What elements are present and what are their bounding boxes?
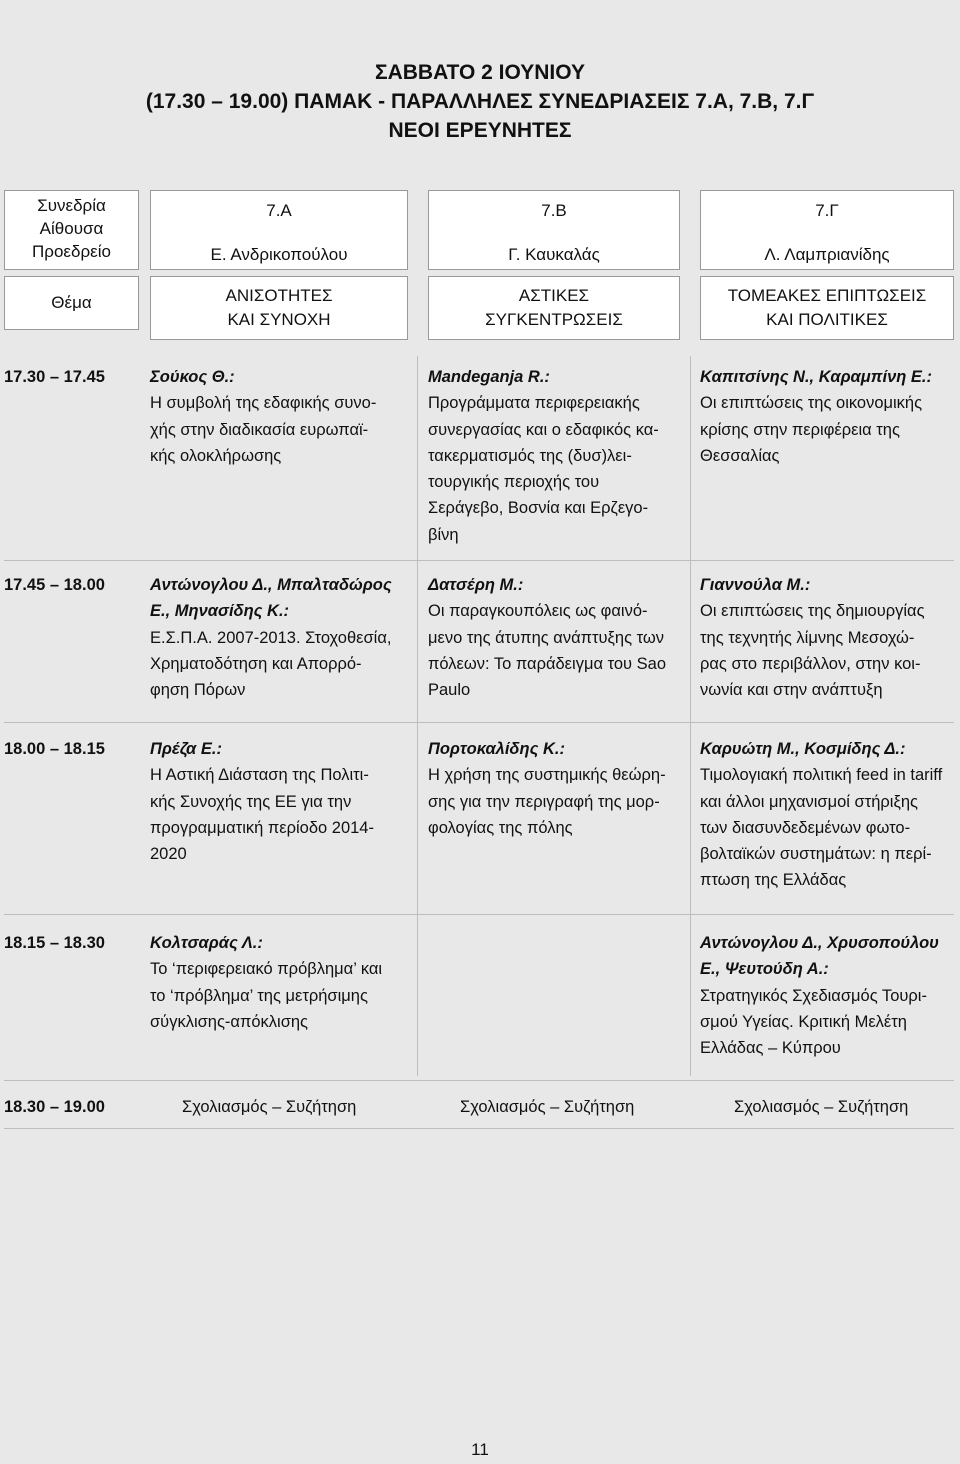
session-7a-topic-box	[150, 276, 408, 340]
paper-authors: Γιαννούλα Μ.:	[700, 576, 811, 594]
paper-authors: Πορτοκαλίδης Κ.:	[428, 740, 565, 758]
label-session: Συνεδρία Αίθουσα	[37, 196, 106, 238]
paper-title: Προγράμματα περιφερειακής συνεργασίας και ο εδαφικός κα- τακερματισμός της (δυσ)λει- τουργικής περιοχής του Σεράγεβο, Βοσνία και Ερζεγο- βίνη	[428, 394, 659, 544]
paper-title: Οι επιπτώσεις της δημιουργίας της τεχνητής λίμνης Μεσοχώ- ρας στο περιβάλλον, στην κοι- νωνία και στην ανάπτυξη	[700, 602, 925, 700]
paper-cell	[150, 364, 415, 469]
row-divider	[4, 1080, 954, 1081]
column-divider-left	[417, 356, 418, 1076]
discussion-label: Σχολιασμός – Συζήτηση	[460, 1098, 635, 1116]
paper-authors: Καπιτσίνης Ν., Καραμπίνη Ε.:	[700, 368, 932, 386]
paper-cell	[428, 364, 688, 548]
paper-cell	[700, 572, 958, 703]
row-divider	[4, 914, 954, 915]
title-line-3: ΝΕΟΙ ΕΡΕΥΝΗΤΕΣ	[388, 119, 572, 142]
paper-authors: Σούκος Θ.:	[150, 368, 235, 386]
paper-cell	[428, 572, 688, 703]
session-7b-code: 7.Β	[541, 201, 567, 220]
time-slot: 17.45 – 18.00	[4, 576, 105, 594]
discussion-time: 18.30 – 19.00	[4, 1098, 105, 1116]
session-7b-chair: Γ. Καυκαλάς	[508, 245, 600, 264]
paper-authors: Καρυώτη Μ., Κοσμίδης Δ.:	[700, 740, 906, 758]
paper-cell	[700, 736, 958, 894]
paper-cell	[150, 572, 415, 703]
label-topic: Θέμα	[51, 293, 92, 312]
session-7a-code: 7.Α	[266, 201, 292, 220]
paper-title: Οι παραγκουπόλεις ως φαινό- μενο της άτυπης ανάπτυξης των πόλεων: Το παράδειγμα του Sao Paulo	[428, 602, 667, 700]
session-7b-topic: ΑΣΤΙΚΕΣ ΣΥΓΚΕΝΤΡΩΣΕΙΣ	[485, 286, 623, 329]
label-chair: Προεδρείο	[32, 242, 111, 261]
paper-title: Τιμολογιακή πολιτική feed in tariff και άλλοι μηχανισμοί στήριξης των διασυνδεδεμένων φωτο- βολταϊκών συστημάτων: η περί- πτωση της Ελλάδας	[700, 766, 943, 890]
session-7c-topic-box	[700, 276, 954, 340]
paper-authors: Πρέζα Ε.:	[150, 740, 222, 758]
row-divider	[4, 560, 954, 561]
paper-title: Οι επιπτώσεις της οικονομικής κρίσης στην περιφέρεια της Θεσσαλίας	[700, 394, 923, 465]
paper-authors: Κολτσαράς Λ.:	[150, 934, 263, 952]
title-line-2: (17.30 – 19.00) ΠΑΜΑΚ - ΠΑΡΑΛΛΗΛΕΣ ΣΥΝΕΔΡΙΑΣΕΙΣ 7.Α, 7.Β, 7.Γ	[145, 90, 815, 113]
session-7c-code-box	[700, 190, 954, 270]
paper-authors: Mandeganja R.:	[428, 368, 550, 386]
discussion-label: Σχολιασμός – Συζήτηση	[182, 1098, 357, 1116]
session-7a-code-box	[150, 190, 408, 270]
paper-cell	[428, 736, 688, 841]
column-divider-right	[690, 356, 691, 1076]
session-7a-chair: Ε. Ανδρικοπούλου	[210, 245, 348, 264]
paper-authors: Δατσέρη Μ.:	[428, 576, 524, 594]
discussion-label: Σχολιασμός – Συζήτηση	[734, 1098, 909, 1116]
row-divider	[4, 722, 954, 723]
paper-authors: Αντώνογλου Δ., Μπαλταδώρος Ε., Μηνασίδης Κ.:	[150, 576, 392, 621]
time-slot: 18.00 – 18.15	[4, 740, 105, 758]
page-number: 11	[471, 1440, 489, 1459]
title-line-1: ΣΑΒΒΑΤΟ 2 ΙΟΥΝΙΟΥ	[375, 61, 585, 84]
time-slot: 18.15 – 18.30	[4, 934, 105, 952]
label-topic-box	[4, 276, 139, 330]
table-bottom-rule	[4, 1128, 954, 1129]
paper-cell	[150, 736, 415, 867]
paper-title: Η Αστική Διάσταση της Πολιτι- κής Συνοχής της ΕΕ για την προγραμματική περίοδο 2014- 2020	[150, 766, 374, 864]
paper-title: Η συμβολή της εδαφικής συνο- χής στην διαδικασία ευρωπαϊ- κής ολοκλήρωσης	[150, 394, 377, 465]
paper-cell	[150, 930, 415, 1035]
session-7c-code: 7.Γ	[815, 201, 839, 220]
paper-title: Η χρήση της συστημικής θεώρη- σης για την περιγραφή της μορ- φολογίας της πόλης	[428, 766, 666, 837]
session-7c-chair: Λ. Λαμπριανίδης	[764, 245, 890, 264]
session-7a-topic: ΑΝΙΣΟΤΗΤΕΣ ΚΑΙ ΣΥΝΟΧΗ	[225, 286, 333, 329]
page-title	[0, 58, 960, 145]
paper-title: Το ‘περιφερειακό πρόβλημα’ και το ‘πρόβλημα’ της μετρήσιμης σύγκλισης-απόκλισης	[150, 960, 383, 1031]
time-slot: 17.30 – 17.45	[4, 368, 105, 386]
session-7b-code-box	[428, 190, 680, 270]
session-7c-topic: ΤΟΜΕΑΚΕΣ ΕΠΙΠΤΩΣΕΙΣ ΚΑΙ ΠΟΛΙΤΙΚΕΣ	[727, 286, 927, 329]
paper-authors: Αντώνογλου Δ., Χρυσοπούλου Ε., Ψευτούδη Α.:	[700, 934, 939, 979]
paper-title: Ε.Σ.Π.Α. 2007-2013. Στοχοθεσία, Χρηματοδότηση και Απορρό- φηση Πόρων	[150, 628, 392, 700]
session-7b-topic-box	[428, 276, 680, 340]
paper-cell	[700, 364, 958, 469]
paper-title: Στρατηγικός Σχεδιασμός Τουρι- σμού Υγείας. Κριτική Μελέτη Ελλάδας – Κύπρου	[700, 986, 927, 1058]
paper-cell	[700, 930, 958, 1061]
